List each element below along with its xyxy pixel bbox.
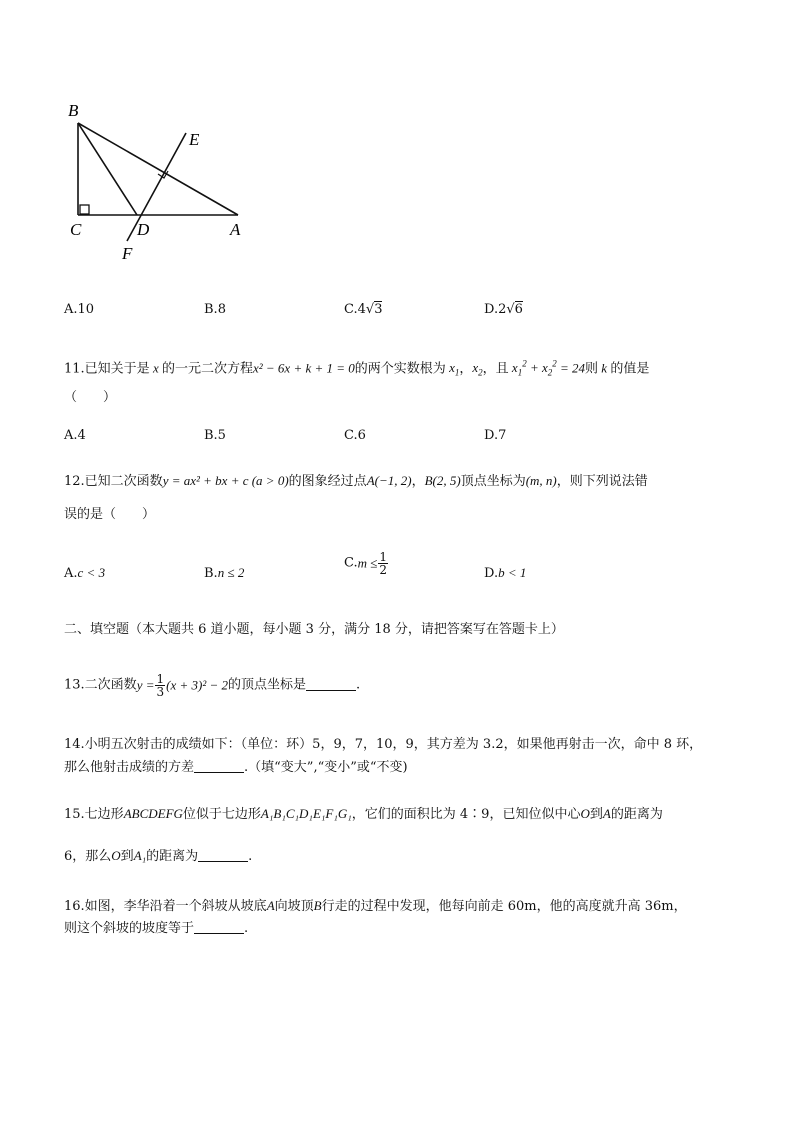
q12-option-d: D.b < 1: [484, 565, 527, 581]
q11-option-b: B.5: [204, 428, 226, 443]
q11-option-a: A.4: [64, 428, 86, 443]
geometry-figure: [60, 95, 260, 270]
question-12-stem: 12.已知二次函数y = ax² + bx + c (a > 0)的图象经过点A(−1, 2)，B(2, 5)顶点坐标为(m, n)，则下列说法错: [64, 473, 648, 489]
q10-option-d: D.2√6: [484, 302, 523, 317]
section-2-title: 二、填空题（本大题共 6 道小题，每小题 3 分，满分 18 分，请把答案写在答题卡上）: [64, 622, 564, 637]
question-16-line2: 则这个斜坡的坡度等于 .: [64, 921, 249, 936]
question-11-stem: 11.已知关于是 x 的一元二次方程x² − 6x + k + 1 = 0的两个实数根为 $x_1$，$x_2$，且 $x_1^2 + x_2^2 = 24$则 k 的值是: [64, 359, 650, 378]
question-14-line1: 14.小明五次射击的成绩如下：（单位：环）5，9，7，10，9，其方差为 3.2，如果他再射击一次，命中 8 环，: [64, 737, 703, 752]
label-f: F: [122, 244, 133, 263]
q11-option-d: D.7: [484, 428, 507, 443]
answer-blank[interactable]: [198, 848, 248, 862]
answer-blank[interactable]: [306, 677, 356, 691]
label-d: D: [137, 220, 150, 239]
question-13: 13.二次函数y = $\frac{1}{3}$ (x + 3)² − 2的顶点坐标是 .: [64, 672, 361, 699]
q10-option-c: C.4√3: [344, 302, 383, 317]
q10-option-a: A.10: [64, 302, 95, 317]
question-14-line2: 那么他射击成绩的方差 .（填“变大”,“变小”或“不变): [64, 760, 408, 775]
segment-ba: [78, 123, 238, 215]
q10-option-b: B.8: [204, 302, 226, 317]
segment-bd: [78, 123, 137, 215]
question-11-paren: （ ）: [64, 390, 117, 405]
right-angle-mark-c: [80, 205, 89, 214]
answer-blank[interactable]: [194, 759, 244, 773]
label-e: E: [189, 130, 200, 149]
q12-option-b: B.n ≤ 2: [204, 565, 245, 581]
q12-option-c: C.m ≤ $\frac{1}{2}$: [344, 550, 388, 577]
question-15-line1: 15.七边形ABCDEFG位似于七边形A₁B₁C₁D₁E₁F₁G₁，它们的面积比为 4∶9，已知位似中心O到A的距离为: [64, 806, 663, 822]
label-c: C: [70, 220, 82, 239]
question-15-line2: 6，那么O到A₁的距离为 .: [64, 848, 253, 864]
line-ef: [127, 133, 186, 241]
label-a: A: [230, 220, 241, 239]
answer-blank[interactable]: [194, 920, 244, 934]
q11-option-c: C.6: [344, 428, 366, 443]
q12-option-a: A.c < 3: [64, 565, 106, 581]
question-16-line1: 16.如图，李华沿着一个斜坡从坡底A向坡顶B行走的过程中发现，他每向前走 60m，他的高度就升高 36m，: [64, 898, 687, 914]
label-b: B: [68, 101, 79, 120]
question-12-stem-line2: 误的是（ ）: [64, 507, 156, 522]
